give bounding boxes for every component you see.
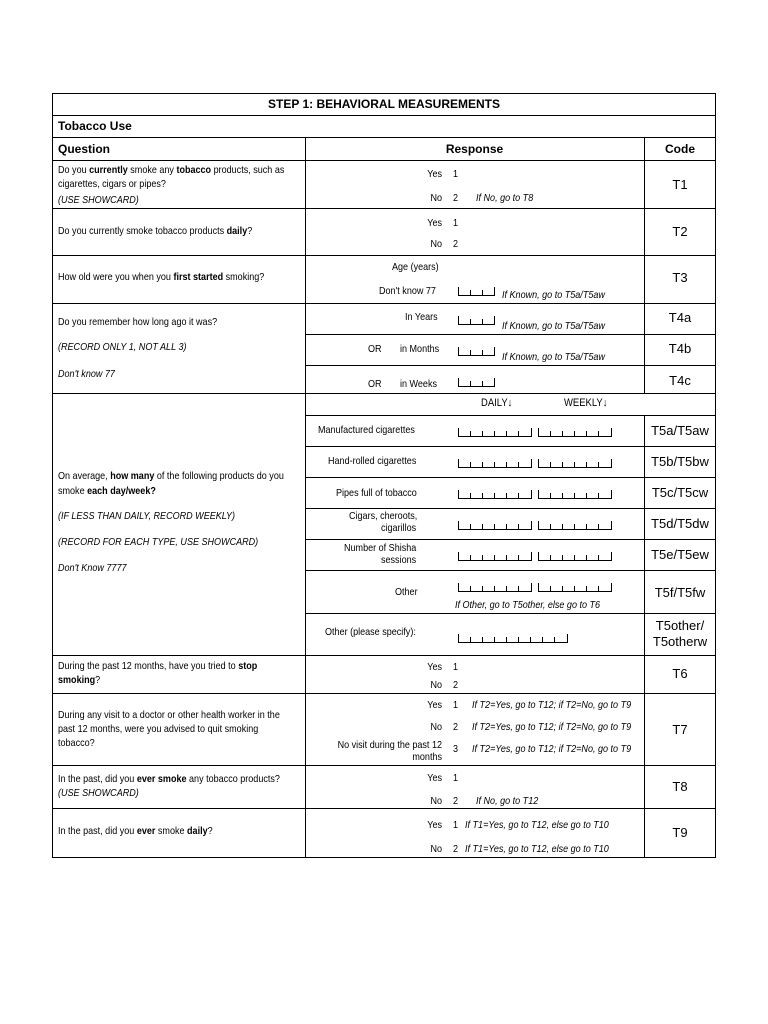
t5c-daily-entry-box[interactable]	[458, 490, 532, 499]
rule	[52, 160, 716, 161]
rule	[305, 508, 716, 509]
t7-no-skip: If T2=Yes, go to T12; if T2=No, go to T9	[472, 721, 632, 733]
code-t5f: T5f/T5fw	[654, 585, 706, 600]
t5bw-weekly-entry-box[interactable]	[538, 459, 612, 468]
t5e-daily-entry-box[interactable]	[458, 552, 532, 561]
t7-no-label: No	[430, 721, 442, 733]
code-t2: T2	[672, 224, 688, 239]
question-t5-line2: smoke each day/week?	[58, 485, 156, 497]
t6-no-label: No	[430, 679, 442, 691]
t5-row-label: Hand-rolled cigarettes	[328, 455, 417, 467]
t7-yes-skip: If T2=Yes, go to T12; if T2=No, go to T9	[472, 699, 632, 711]
t5-row-label: Manufactured cigarettes	[318, 424, 415, 436]
question-t4-dont-know: Don't know 77	[58, 368, 115, 380]
t3-age-entry-box[interactable]	[458, 287, 495, 296]
column-header-response: Response	[445, 142, 504, 156]
t5-row-label-line2: sessions	[381, 554, 417, 566]
code-t4c: T4c	[669, 373, 691, 388]
column-header-question: Question	[58, 142, 111, 156]
t5b-daily-entry-box[interactable]	[458, 459, 532, 468]
rule	[52, 115, 716, 116]
t1-skip-instruction: If No, go to T8	[476, 192, 534, 204]
rule	[52, 255, 716, 256]
code-t5b: T5b/T5bw	[651, 454, 709, 469]
t8-yes-label: Yes	[427, 772, 442, 784]
code-t5e: T5e/T5ew	[651, 547, 709, 562]
rule	[52, 765, 716, 766]
rule	[52, 393, 716, 394]
t9-yes-label: Yes	[427, 819, 442, 831]
t8-no-code: 2	[453, 795, 459, 807]
rule	[52, 303, 716, 304]
t8-yes-code: 1	[453, 772, 459, 784]
column-header-code: Code	[665, 142, 695, 156]
code-t8: T8	[672, 779, 688, 794]
t5d-daily-entry-box[interactable]	[458, 521, 532, 530]
code-t4b: T4b	[668, 341, 692, 356]
code-t1: T1	[672, 177, 688, 192]
code-t5a: T5a/T5aw	[651, 423, 709, 438]
t4-years-skip: If Known, go to T5a/T5aw	[502, 320, 605, 332]
question-t9: In the past, did you ever smoke daily?	[58, 825, 213, 837]
t7-yes-code: 1	[453, 699, 459, 711]
t5-row-label: Cigars, cheroots,	[349, 510, 418, 522]
daily-column-header: DAILY↓	[481, 397, 513, 409]
question-t8-note: (USE SHOWCARD)	[58, 787, 139, 799]
t8-no-label: No	[430, 795, 442, 807]
question-t6-line2: smoking?	[58, 674, 101, 686]
code-t5d: T5d/T5dw	[651, 516, 709, 531]
rule	[305, 477, 716, 478]
t5dw-weekly-entry-box[interactable]	[538, 521, 612, 530]
rule	[52, 208, 716, 209]
t3-skip-instruction: If Known, go to T5a/T5aw	[502, 289, 605, 301]
rule	[305, 539, 716, 540]
t5fw-weekly-entry-box[interactable]	[538, 583, 612, 592]
t9-no-code: 2	[453, 843, 459, 855]
rule	[305, 613, 716, 614]
t3-dont-know-label: Don't know 77	[379, 285, 436, 297]
question-t5-note1: (IF LESS THAN DAILY, RECORD WEEKLY)	[58, 510, 235, 522]
question-t4: Do you remember how long ago it was?	[58, 316, 218, 328]
t5-row-label: Number of Shisha	[344, 542, 417, 554]
t5f-skip-instruction: If Other, go to T5other, else go to T6	[455, 599, 601, 611]
t7-no-code: 2	[453, 721, 459, 733]
question-t7-line3: tobacco?	[58, 737, 95, 749]
code-t7: T7	[672, 722, 688, 737]
rule	[52, 693, 716, 694]
section-title: Tobacco Use	[58, 119, 132, 133]
t9-yes-code: 1	[453, 819, 459, 831]
rule	[52, 857, 716, 858]
t7-no-visit-skip: If T2=Yes, go to T12; if T2=No, go to T9	[472, 743, 632, 755]
rule	[305, 334, 716, 335]
question-t7: During any visit to a doctor or other health worker in the	[58, 709, 280, 721]
rule	[305, 570, 716, 571]
t1-no-code: 2	[453, 192, 459, 204]
t5aw-weekly-entry-box[interactable]	[538, 428, 612, 437]
rule	[52, 655, 716, 656]
code-t5other: T5other/	[655, 618, 705, 633]
t7-no-visit-code: 3	[453, 743, 459, 755]
code-t9: T9	[672, 825, 688, 840]
code-t5c: T5c/T5cw	[651, 485, 709, 500]
t9-no-label: No	[430, 843, 442, 855]
t1-no-label: No	[430, 192, 442, 204]
t6-yes-label: Yes	[427, 661, 442, 673]
t3-age-label: Age (years)	[392, 261, 439, 273]
t2-yes-code: 1	[453, 217, 459, 229]
weekly-column-header: WEEKLY↓	[564, 397, 608, 409]
t5cw-weekly-entry-box[interactable]	[538, 490, 612, 499]
t5other-entry-box[interactable]	[458, 634, 568, 643]
t4-months-label: in Months	[400, 343, 440, 355]
t7-no-visit-label: No visit during the past 12	[337, 739, 442, 751]
t2-no-label: No	[430, 238, 442, 250]
t5-row-label: Other	[395, 586, 418, 598]
t2-yes-label: Yes	[427, 217, 442, 229]
t5a-daily-entry-box[interactable]	[458, 428, 532, 437]
question-t6: During the past 12 months, have you tried to stop	[58, 660, 258, 672]
t8-skip-instruction: If No, go to T12	[476, 795, 539, 807]
rule	[305, 446, 716, 447]
rule	[52, 93, 716, 94]
question-t1-line2: cigarettes, cigars or pipes?	[58, 178, 166, 190]
code-t4a: T4a	[668, 310, 692, 325]
t7-yes-label: Yes	[427, 699, 442, 711]
code-t5otherw: T5otherw	[652, 634, 708, 649]
t5-row-label-line2: cigarillos	[381, 522, 417, 534]
rule	[52, 137, 716, 138]
question-t5-note3: Don't Know 7777	[58, 562, 127, 574]
rule	[52, 808, 716, 809]
question-t1: Do you currently smoke any tobacco products, such as	[58, 164, 285, 176]
question-t4-note: (RECORD ONLY 1, NOT ALL 3)	[58, 341, 187, 353]
t4-years-label: In Years	[405, 311, 438, 323]
question-t5-note2: (RECORD FOR EACH TYPE, USE SHOWCARD)	[58, 536, 259, 548]
t4-weeks-label: in Weeks	[400, 378, 437, 390]
t6-yes-code: 1	[453, 661, 459, 673]
t4-or-1: OR	[368, 343, 382, 355]
question-t1-note: (USE SHOWCARD)	[58, 194, 139, 206]
question-t7-line2: past 12 months, were you advised to quit smoking	[58, 723, 259, 735]
t6-no-code: 2	[453, 679, 459, 691]
t7-no-visit-label-line2: months	[412, 751, 442, 763]
question-t2: Do you currently smoke tobacco products daily?	[58, 225, 253, 237]
code-t6: T6	[672, 666, 688, 681]
rule	[52, 93, 53, 858]
question-t3: How old were you when you first started smoking?	[58, 271, 265, 283]
t1-yes-label: Yes	[427, 168, 442, 180]
t4-weeks-entry-box[interactable]	[458, 378, 495, 387]
t4-months-skip: If Known, go to T5a/T5aw	[502, 351, 605, 363]
code-t3: T3	[672, 270, 688, 285]
rule	[305, 137, 306, 858]
question-t5: On average, how many of the following products do you	[58, 470, 284, 482]
t2-no-code: 2	[453, 238, 459, 250]
t4-months-entry-box[interactable]	[458, 347, 495, 356]
t1-yes-code: 1	[453, 168, 459, 180]
t5f-daily-entry-box[interactable]	[458, 583, 532, 592]
t4-or-2: OR	[368, 378, 382, 390]
rule	[715, 93, 716, 858]
t4-years-entry-box[interactable]	[458, 316, 495, 325]
rule	[305, 415, 716, 416]
t5ew-weekly-entry-box[interactable]	[538, 552, 612, 561]
t5-row-label: Pipes full of tobacco	[336, 487, 417, 499]
t5-row-label: Other (please specify):	[325, 626, 416, 638]
tobacco-use-form	[52, 93, 716, 858]
page-title: STEP 1: BEHAVIORAL MEASUREMENTS	[267, 97, 501, 111]
t9-yes-skip: If T1=Yes, go to T12, else go to T10	[465, 819, 609, 831]
question-t8: In the past, did you ever smoke any tobacco products?	[58, 773, 280, 785]
t9-no-skip: If T1=Yes, go to T12, else go to T10	[465, 843, 609, 855]
rule	[305, 365, 716, 366]
